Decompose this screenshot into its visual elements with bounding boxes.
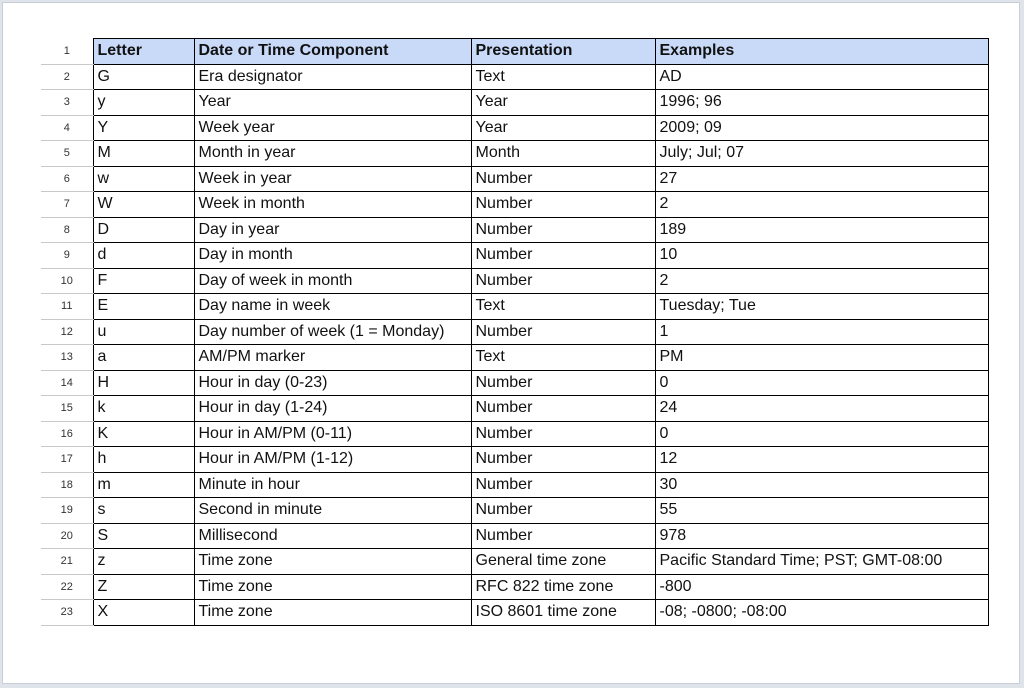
presentation-cell[interactable]: Number: [471, 472, 655, 498]
row-number[interactable]: 23: [41, 600, 93, 626]
examples-cell[interactable]: -800: [655, 574, 988, 600]
letter-cell[interactable]: z: [93, 549, 194, 575]
row-number[interactable]: 14: [41, 370, 93, 396]
letter-cell[interactable]: W: [93, 192, 194, 218]
table-row: [41, 268, 988, 294]
table-row: [41, 64, 988, 90]
table-row: [41, 600, 988, 626]
presentation-cell[interactable]: Number: [471, 447, 655, 473]
presentation-cell[interactable]: Number: [471, 523, 655, 549]
examples-cell[interactable]: 1: [655, 319, 988, 345]
letter-cell[interactable]: s: [93, 498, 194, 524]
letter-cell[interactable]: d: [93, 243, 194, 269]
examples-cell[interactable]: 24: [655, 396, 988, 422]
examples-cell[interactable]: -08; -0800; -08:00: [655, 600, 988, 626]
row-number[interactable]: 9: [41, 243, 93, 269]
letter-cell[interactable]: m: [93, 472, 194, 498]
letter-cell[interactable]: h: [93, 447, 194, 473]
row-number[interactable]: 8: [41, 217, 93, 243]
row-number[interactable]: 12: [41, 319, 93, 345]
component-cell[interactable]: Hour in AM/PM (0-11): [194, 421, 471, 447]
presentation-cell[interactable]: Number: [471, 166, 655, 192]
letter-cell[interactable]: M: [93, 141, 194, 167]
letter-cell[interactable]: X: [93, 600, 194, 626]
row-number[interactable]: 5: [41, 141, 93, 167]
letter-cell[interactable]: k: [93, 396, 194, 422]
table-row: [41, 421, 988, 447]
component-cell[interactable]: Week in year: [194, 166, 471, 192]
table-row: [41, 523, 988, 549]
component-cell[interactable]: Second in minute: [194, 498, 471, 524]
row-number[interactable]: 22: [41, 574, 93, 600]
component-cell[interactable]: Minute in hour: [194, 472, 471, 498]
presentation-cell[interactable]: Number: [471, 421, 655, 447]
row-number[interactable]: 15: [41, 396, 93, 422]
component-cell[interactable]: AM/PM marker: [194, 345, 471, 371]
letter-cell[interactable]: Y: [93, 115, 194, 141]
component-cell[interactable]: Day in month: [194, 243, 471, 269]
row-number[interactable]: 1: [41, 39, 93, 65]
examples-cell[interactable]: July; Jul; 07: [655, 141, 988, 167]
examples-cell[interactable]: 0: [655, 370, 988, 396]
letter-cell[interactable]: S: [93, 523, 194, 549]
table-row: [41, 319, 988, 345]
letter-cell[interactable]: F: [93, 268, 194, 294]
row-number[interactable]: 13: [41, 345, 93, 371]
component-cell[interactable]: Week year: [194, 115, 471, 141]
presentation-cell[interactable]: Number: [471, 498, 655, 524]
row-number[interactable]: 10: [41, 268, 93, 294]
examples-cell[interactable]: 12: [655, 447, 988, 473]
component-cell[interactable]: Time zone: [194, 574, 471, 600]
examples-cell[interactable]: 0: [655, 421, 988, 447]
row-number[interactable]: 18: [41, 472, 93, 498]
letter-cell[interactable]: G: [93, 64, 194, 90]
letter-cell[interactable]: u: [93, 319, 194, 345]
header-component[interactable]: Date or Time Component: [194, 39, 471, 65]
row-number[interactable]: 17: [41, 447, 93, 473]
presentation-cell[interactable]: Number: [471, 268, 655, 294]
presentation-cell[interactable]: Number: [471, 243, 655, 269]
table-row: [41, 294, 988, 320]
letter-cell[interactable]: y: [93, 90, 194, 116]
row-number[interactable]: 20: [41, 523, 93, 549]
table-row: [41, 472, 988, 498]
row-number[interactable]: 21: [41, 549, 93, 575]
letter-cell[interactable]: Z: [93, 574, 194, 600]
component-cell[interactable]: Time zone: [194, 600, 471, 626]
component-cell[interactable]: Time zone: [194, 549, 471, 575]
component-cell[interactable]: Day name in week: [194, 294, 471, 320]
presentation-cell[interactable]: Number: [471, 396, 655, 422]
component-cell[interactable]: Week in month: [194, 192, 471, 218]
presentation-cell[interactable]: Number: [471, 192, 655, 218]
presentation-cell[interactable]: General time zone: [471, 549, 655, 575]
row-number[interactable]: 4: [41, 115, 93, 141]
table-row: [41, 115, 988, 141]
presentation-cell[interactable]: Text: [471, 294, 655, 320]
table-row: [41, 90, 988, 116]
examples-cell[interactable]: 1996; 96: [655, 90, 988, 116]
presentation-cell[interactable]: Text: [471, 345, 655, 371]
header-presentation[interactable]: Presentation: [471, 39, 655, 65]
presentation-cell[interactable]: Text: [471, 64, 655, 90]
examples-cell[interactable]: 27: [655, 166, 988, 192]
row-number[interactable]: 19: [41, 498, 93, 524]
presentation-cell[interactable]: ISO 8601 time zone: [471, 600, 655, 626]
component-cell[interactable]: Day in year: [194, 217, 471, 243]
examples-cell[interactable]: AD: [655, 64, 988, 90]
examples-cell[interactable]: Tuesday; Tue: [655, 294, 988, 320]
presentation-cell[interactable]: Year: [471, 90, 655, 116]
presentation-cell[interactable]: Number: [471, 370, 655, 396]
row-number[interactable]: 16: [41, 421, 93, 447]
examples-cell[interactable]: 10: [655, 243, 988, 269]
letter-cell[interactable]: D: [93, 217, 194, 243]
presentation-cell[interactable]: Number: [471, 217, 655, 243]
table-row: [41, 141, 988, 167]
letter-cell[interactable]: a: [93, 345, 194, 371]
letter-cell[interactable]: w: [93, 166, 194, 192]
table-row: [41, 447, 988, 473]
presentation-cell[interactable]: Number: [471, 319, 655, 345]
letter-cell[interactable]: H: [93, 370, 194, 396]
presentation-cell[interactable]: Month: [471, 141, 655, 167]
component-cell[interactable]: Millisecond: [194, 523, 471, 549]
table-row: [41, 549, 988, 575]
row-number[interactable]: 3: [41, 90, 93, 116]
table-row: [41, 192, 988, 218]
examples-cell[interactable]: 2: [655, 268, 988, 294]
header-row: [41, 39, 988, 65]
component-cell[interactable]: Day of week in month: [194, 268, 471, 294]
table-row: [41, 243, 988, 269]
header-examples[interactable]: Examples: [655, 39, 988, 65]
row-number[interactable]: 7: [41, 192, 93, 218]
letter-cell[interactable]: K: [93, 421, 194, 447]
examples-cell[interactable]: 55: [655, 498, 988, 524]
table-row: [41, 345, 988, 371]
component-cell[interactable]: Hour in day (1-24): [194, 396, 471, 422]
table-row: [41, 574, 988, 600]
presentation-cell[interactable]: RFC 822 time zone: [471, 574, 655, 600]
letter-cell[interactable]: E: [93, 294, 194, 320]
examples-cell[interactable]: PM: [655, 345, 988, 371]
presentation-cell[interactable]: Year: [471, 115, 655, 141]
table-row: [41, 396, 988, 422]
component-cell[interactable]: Year: [194, 90, 471, 116]
header-letter[interactable]: Letter: [93, 39, 194, 65]
component-cell[interactable]: Era designator: [194, 64, 471, 90]
examples-cell[interactable]: 2009; 09: [655, 115, 988, 141]
examples-cell[interactable]: Pacific Standard Time; PST; GMT-08:00: [655, 549, 988, 575]
component-cell[interactable]: Month in year: [194, 141, 471, 167]
component-cell[interactable]: Hour in AM/PM (1-12): [194, 447, 471, 473]
examples-cell[interactable]: 189: [655, 217, 988, 243]
row-number[interactable]: 2: [41, 64, 93, 90]
examples-cell[interactable]: 978: [655, 523, 988, 549]
table-row: [41, 166, 988, 192]
row-number[interactable]: 6: [41, 166, 93, 192]
row-number[interactable]: 11: [41, 294, 93, 320]
examples-cell[interactable]: 30: [655, 472, 988, 498]
component-cell[interactable]: Day number of week (1 = Monday): [194, 319, 471, 345]
table-row: [41, 217, 988, 243]
component-cell[interactable]: Hour in day (0-23): [194, 370, 471, 396]
examples-cell[interactable]: 2: [655, 192, 988, 218]
spreadsheet-frame: [2, 2, 1020, 684]
table-row: [41, 370, 988, 396]
spreadsheet-table: [41, 38, 989, 626]
table-row: [41, 498, 988, 524]
